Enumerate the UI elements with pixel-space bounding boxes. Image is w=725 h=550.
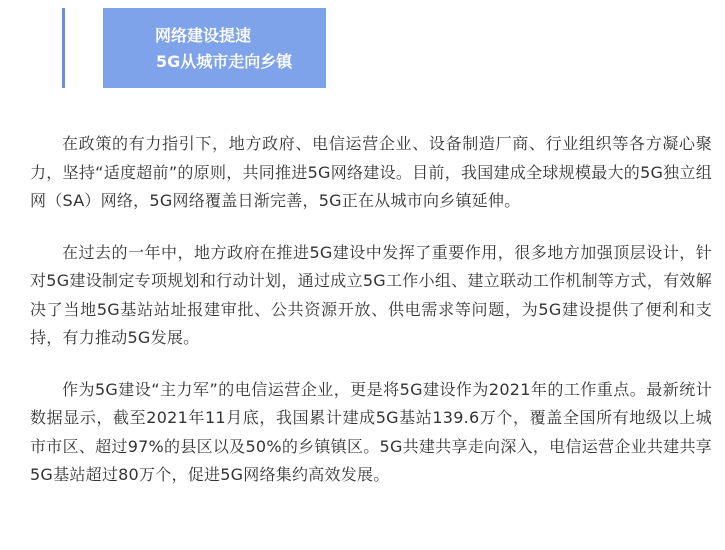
paragraph-3: 作为5G建设“主力军”的电信运营企业，更是将5G建设作为2021年的工作重点。最新统计数据显示，截至2021年11月底，我国累计建成5G基站139.6万个，覆盖全国所有地级以上城市市区、超过97%的县区以及50%的乡镇镇区。5G共建共享走向深入，电信运营企业共建共享5G基站超过80万个，促进5G网络集约高效发展。 (30, 379, 712, 484)
heading-box (103, 8, 326, 88)
heading-accent-bar (62, 8, 65, 88)
paragraph-1: 在政策的有力指引下，地方政府、电信运营企业、设备制造厂商、行业组织等各方凝心聚力，坚持“适度超前”的原则，共同推进5G网络建设。目前，我国建成全球规模最大的5G独立组网（SA）网络，5G网络覆盖日渐完善，5G正在从城市向乡镇延伸。 (30, 134, 712, 210)
heading-title: 网络建设提速 (155, 26, 252, 45)
paragraph-2: 在过去的一年中，地方政府在推进5G建设中发挥了重要作用，很多地方加强顶层设计，针对5G建设制定专项规划和行动计划，通过成立5G工作小组、建立联动工作机制等方式，有效解决了当地5G基站站址报建审批、公共资源开放、供电需求等问题，为5G建设提供了便利和支持，有力推动5G发展。 (30, 242, 712, 347)
section-heading (62, 8, 326, 88)
article-body (30, 130, 712, 490)
heading-subtitle: 5G从城市走向乡镇 (156, 52, 293, 71)
